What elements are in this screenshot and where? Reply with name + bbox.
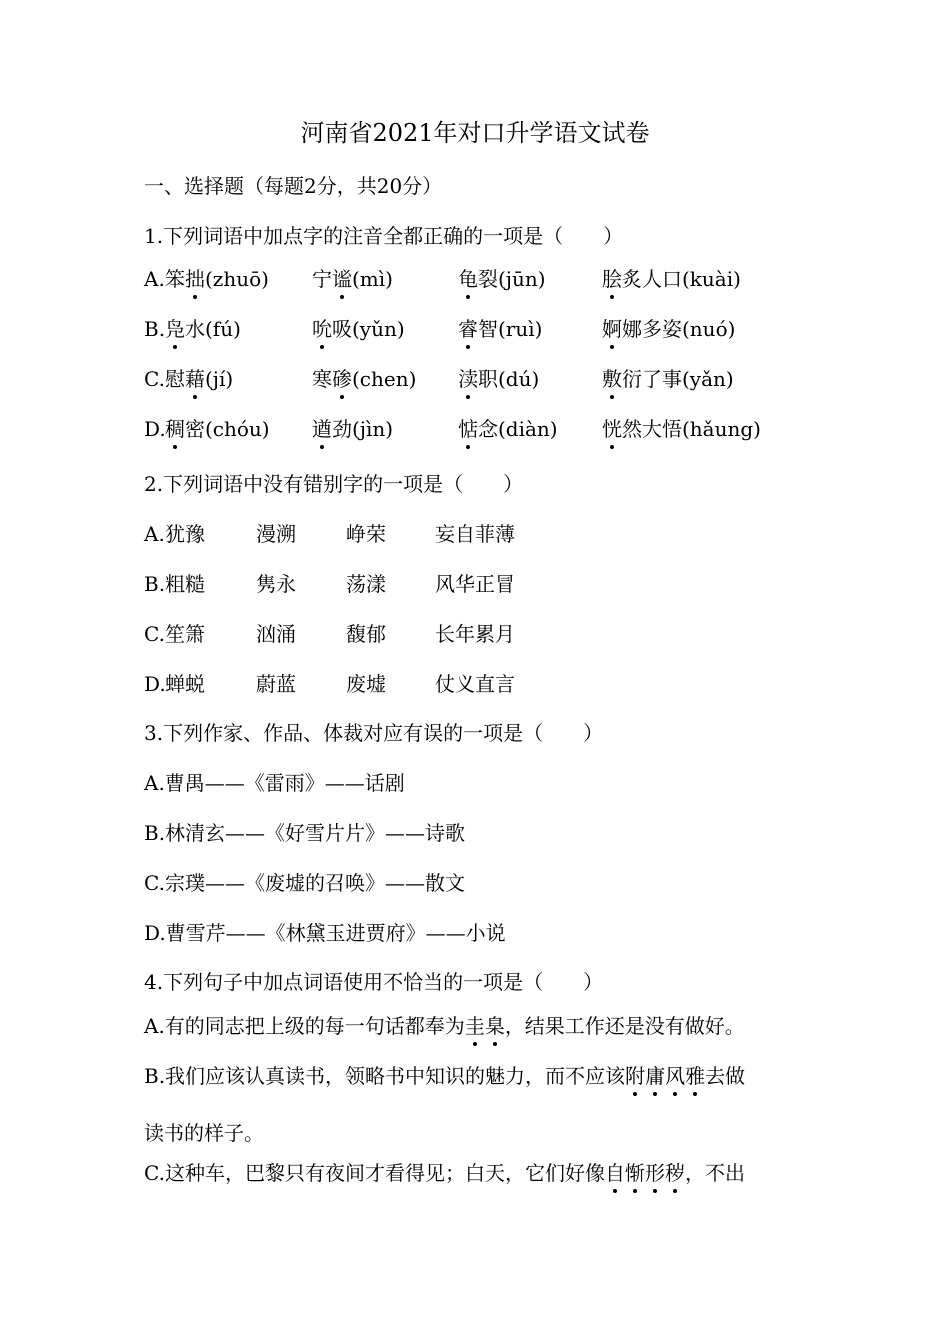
dotted-char: 拙 xyxy=(185,264,205,294)
dotted-char: 臬 xyxy=(485,1011,505,1041)
item-text: 慰 xyxy=(165,367,185,391)
item-text: 娜多姿(nuó) xyxy=(622,317,736,341)
word-item: 馥郁 xyxy=(346,622,386,646)
item-text: 念(diàn) xyxy=(478,417,558,441)
question-3-option-d: D.曹雪芹——《林黛玉进贾府》——小说 xyxy=(144,921,506,945)
item-text: 笨 xyxy=(165,267,185,291)
pinyin-item xyxy=(458,264,546,294)
dotted-char: 恍 xyxy=(602,414,622,444)
pinyin-item xyxy=(165,314,241,344)
question-3-option-a: A.曹禺——《雷雨》——话剧 xyxy=(144,771,405,795)
word-item: 漫溯 xyxy=(256,522,296,546)
question-3-option-c: C.宗璞——《废墟的召唤》——散文 xyxy=(144,871,465,895)
item-text: 密(chóu) xyxy=(185,417,270,441)
item-text: (chen) xyxy=(352,367,417,391)
dotted-char: 自 xyxy=(605,1158,625,1188)
dotted-char: 庸 xyxy=(645,1061,665,1091)
item-text: 然大悟(hǎung) xyxy=(622,417,761,441)
item-text: 衍了事(yǎn) xyxy=(622,367,734,391)
pinyin-item xyxy=(165,364,233,394)
word-item: 妄自菲薄 xyxy=(435,522,515,546)
question-4-option-b-continued: 读书的样子。 xyxy=(144,1121,264,1145)
question-4-option-b xyxy=(144,1061,745,1091)
item-text: (zhuō) xyxy=(205,267,269,291)
word-item: 犹豫 xyxy=(165,522,205,546)
dotted-char: 凫 xyxy=(165,314,185,344)
word-item: 风华正冒 xyxy=(435,572,515,596)
option-label: A. xyxy=(144,522,165,546)
dotted-char: 圭 xyxy=(465,1011,485,1041)
pinyin-item xyxy=(602,314,735,344)
dotted-char: 惭 xyxy=(625,1158,645,1188)
word-item: 长年累月 xyxy=(435,622,515,646)
word-item: 笙箫 xyxy=(165,622,205,646)
pinyin-item xyxy=(312,414,393,444)
question-4-option-c xyxy=(144,1158,745,1188)
option-label: D. xyxy=(144,417,166,441)
dotted-char: 风 xyxy=(665,1061,685,1091)
dotted-char: 敷 xyxy=(602,364,622,394)
dotted-char: 脍 xyxy=(602,264,622,294)
dotted-char: 碜 xyxy=(332,364,352,394)
item-text: 吸(yǔn) xyxy=(332,317,405,341)
section-heading: 一、选择题（每题2分，共20分） xyxy=(144,174,443,198)
item-text: 裂(jūn) xyxy=(478,267,546,291)
word-item: 蔚蓝 xyxy=(256,672,296,696)
dotted-char: 形 xyxy=(645,1158,665,1188)
item-text: (mì) xyxy=(352,267,393,291)
dotted-char: 遒 xyxy=(312,414,332,444)
option-label: B. xyxy=(144,572,166,596)
question-3-option-b: B.林清玄——《好雪片片》——诗歌 xyxy=(144,821,466,845)
dotted-char: 雅 xyxy=(685,1061,705,1091)
dotted-char: 藉 xyxy=(185,364,205,394)
option-text: A.有的同志把上级的每一句话都奉为 xyxy=(144,1014,465,1038)
item-text: 职(dú) xyxy=(478,367,540,391)
dotted-char: 惦 xyxy=(458,414,478,444)
pinyin-item xyxy=(165,264,269,294)
word-item: 蝉蜕 xyxy=(165,672,205,696)
word-item: 仗义直言 xyxy=(435,672,515,696)
item-text: 寒 xyxy=(312,367,332,391)
word-item: 隽永 xyxy=(256,572,296,596)
option-text: ，结果工作还是没有做好。 xyxy=(504,1014,745,1038)
word-item: 粗糙 xyxy=(165,572,205,596)
option-label: C. xyxy=(144,367,165,391)
dotted-char: 稠 xyxy=(165,414,185,444)
pinyin-item xyxy=(165,414,270,444)
option-text: 去做 xyxy=(705,1064,746,1088)
question-4-stem: 4.下列句子中加点词语使用不恰当的一项是（ ） xyxy=(144,970,604,994)
word-item: 汹涌 xyxy=(256,622,296,646)
pinyin-item xyxy=(602,414,761,444)
item-text: (jí) xyxy=(205,367,234,391)
question-4-option-a xyxy=(144,1011,745,1041)
question-1-stem: 1.下列词语中加点字的注音全都正确的一项是（ ） xyxy=(144,224,624,248)
option-label: A. xyxy=(144,267,165,291)
pinyin-item xyxy=(458,314,542,344)
dotted-char: 龟 xyxy=(458,264,478,294)
dotted-char: 吮 xyxy=(312,314,332,344)
option-label: B. xyxy=(144,317,166,341)
option-text: ，不出 xyxy=(684,1161,745,1185)
pinyin-item xyxy=(602,264,741,294)
item-text: 智(ruì) xyxy=(478,317,543,341)
dotted-char: 渎 xyxy=(458,364,478,394)
question-3-stem: 3.下列作家、作品、体裁对应有误的一项是（ ） xyxy=(144,721,604,745)
word-item: 峥荣 xyxy=(346,522,386,546)
dotted-char: 谧 xyxy=(332,264,352,294)
item-text: 炙人口(kuài) xyxy=(622,267,741,291)
pinyin-item xyxy=(312,314,405,344)
option-text: C.这种车，巴黎只有夜间才看得见；白天，它们好像 xyxy=(144,1161,605,1185)
question-2-stem: 2.下列词语中没有错别字的一项是（ ） xyxy=(144,472,524,496)
item-text: 劲(jìn) xyxy=(332,417,394,441)
item-text: 水(fú) xyxy=(185,317,241,341)
pinyin-item xyxy=(458,364,539,394)
dotted-char: 秽 xyxy=(665,1158,685,1188)
pinyin-item xyxy=(458,414,558,444)
dotted-char: 附 xyxy=(625,1061,645,1091)
pinyin-item xyxy=(602,364,734,394)
pinyin-item xyxy=(312,264,393,294)
dotted-char: 婀 xyxy=(602,314,622,344)
option-label: C. xyxy=(144,622,165,646)
page-title: 河南省2021年对口升学语文试卷 xyxy=(300,119,650,147)
dotted-char: 睿 xyxy=(458,314,478,344)
item-text: 宁 xyxy=(312,267,332,291)
word-item: 荡漾 xyxy=(346,572,386,596)
pinyin-item xyxy=(312,364,416,394)
option-text: B.我们应该认真读书，领略书中知识的魅力，而不应该 xyxy=(144,1064,626,1088)
option-label: D. xyxy=(144,672,166,696)
word-item: 废墟 xyxy=(346,672,386,696)
